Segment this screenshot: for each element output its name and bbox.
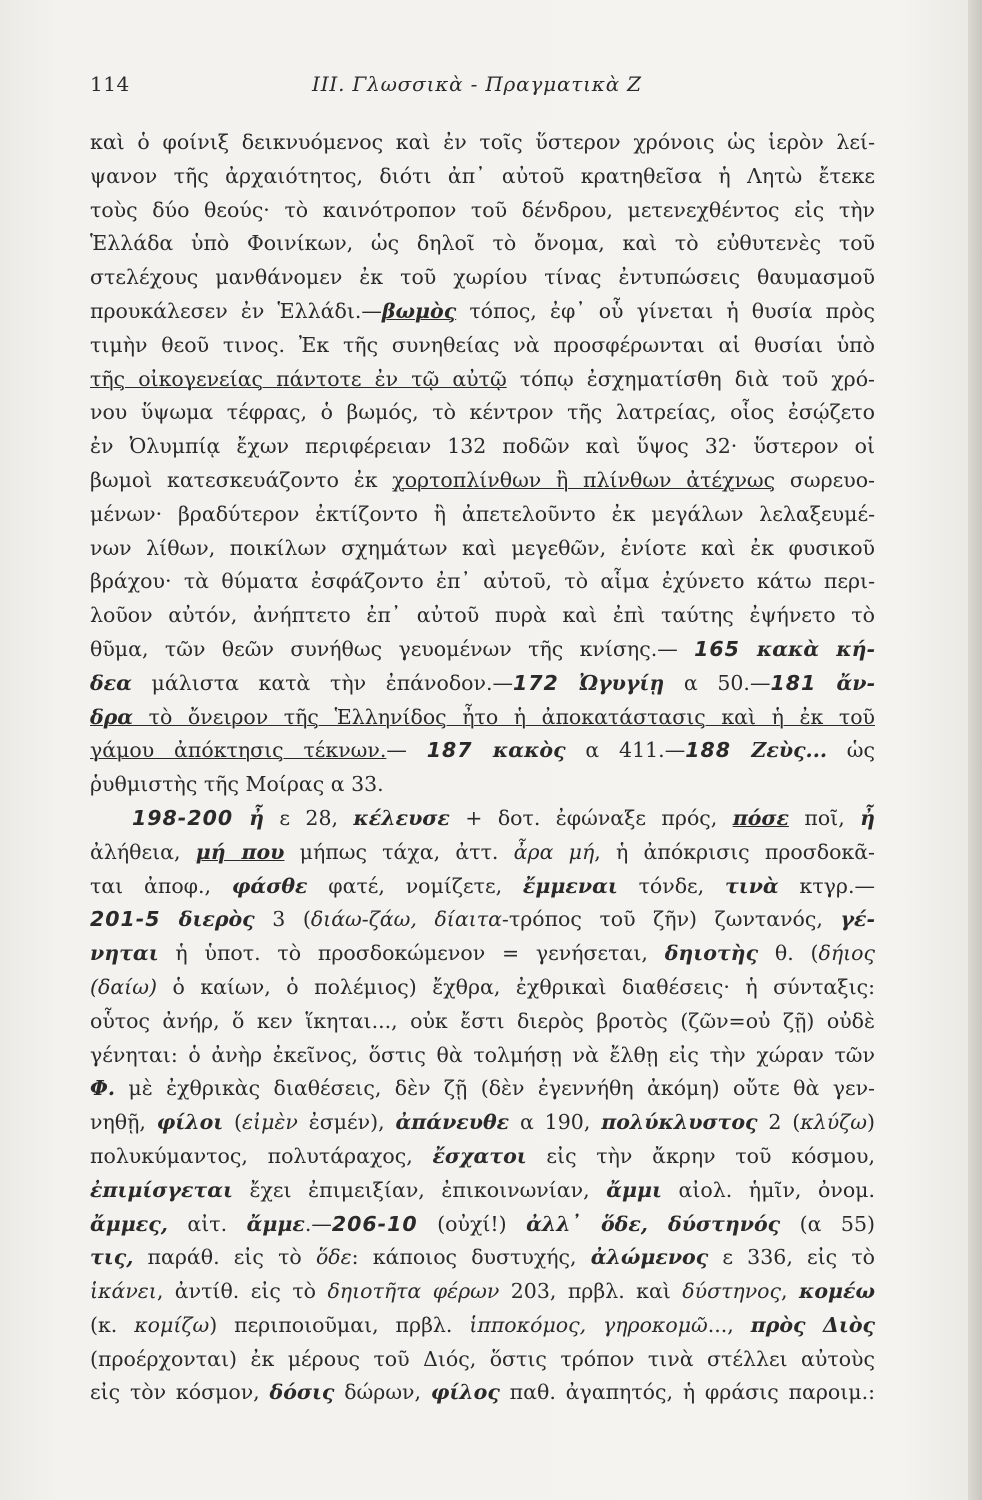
text-segment: μένων· βραδύτερον ἐκτίζοντο ἢ ἀπετελοῦντο ἐκ μεγάλων λελαξευμέ- [90,501,875,526]
text-line [90,701,875,735]
text-line [90,329,875,363]
text-segment: τὸ ὄνειρον τῆς Ἑλληνίδος ἦτο ἡ ἀποκατάστασις καὶ ἡ ἐκ τοῦ [133,704,875,729]
text-line [90,802,875,836]
lemma: ἦ [233,805,265,830]
lemma: δρα [90,704,134,729]
text-segment: νων λίθων, ποικίλων σχημάτων καὶ μεγεθῶν, ἐνίοτε καὶ ἐκ φυσικοῦ [90,535,875,560]
lemma: ἀλώμενος [590,1245,709,1270]
text-segment: τῆς οἰκογενείας πάντοτε ἐν τῷ αὐτῷ [90,366,507,391]
text-segment: τόνδε, [617,873,725,898]
page-edge [968,0,982,1500]
text-line [90,194,875,228]
text-segment: στελέχους μανθάνομεν ἐκ τοῦ χωρίου τίνας ἐντυπώσεις θαυμασμοῦ [90,265,875,290]
text-segment: παράθ. εἰς τὸ [133,1245,316,1270]
text-segment: σωρευο- [775,467,875,492]
text-line [90,1072,875,1106]
text-segment: ..., [707,1312,751,1337]
text-segment: ἔχει ἐπιμειξίαν, ἐπικοινωνίαν, [232,1177,607,1202]
page-number: 114 [90,72,130,96]
text-segment: α 411.— [565,738,686,763]
text-segment: α 190, [509,1110,602,1135]
lemma: ἐπιμίσγεται [90,1177,233,1202]
text-segment: κλύζω [800,1110,868,1135]
text-line [90,1208,875,1242]
text-segment: λοῦον αὐτόν, ἀνήπτετο ἐπ᾿ αὐτοῦ πυρὰ καὶ ἐπὶ ταύτης ἐψήνετο τὸ [90,603,875,628]
text-segment: αἰτ. [167,1211,247,1236]
lemma: ἦ [860,805,875,830]
text-segment: δώρων, [334,1380,431,1405]
text-segment: (α 55) [780,1211,875,1236]
text-line [90,1140,875,1174]
text-segment: ἐσμέν), [297,1110,396,1135]
lemma: Φ. [90,1076,115,1101]
text-line [90,768,875,802]
text-line [90,227,875,261]
text-segment: τόπος, ἐφ᾿ οὗ γίνεται ἡ θυσία πρὸς [456,298,875,323]
text-line [90,870,875,904]
text-segment: πολυκύμαντος, πολυτάραχος, [90,1143,433,1168]
verse-reference: 206-10 [331,1211,418,1236]
text-segment: τιμὴν θεοῦ τινος. Ἐκ τῆς συνηθείας νὰ προσφέρωνται αἱ θυσίαι ὑπὸ [90,332,875,357]
text-segment: προυκάλεσεν ἐν Ἑλλάδι.— [90,298,382,323]
verse-reference: 165 [694,636,740,661]
text-line [90,396,875,430]
text-line [90,1005,875,1039]
text-segment: τοὺς δύο θεούς· τὸ καινότροπον τοῦ δένδρου, μετενεχθέντος εἰς τὴν [90,197,875,222]
text-segment: , ἀντίθ. εἰς τὸ [156,1279,328,1304]
text-line [90,295,875,329]
text-segment: ἡ ὑποτ. τὸ προσδοκώμενον = γενήσεται, [158,941,665,966]
verse-reference: 198-200 [132,805,234,830]
text-segment: — [386,738,427,763]
text-segment: ψανον τῆς ἀρχαιότητος, διότι ἀπ᾿ αὐτοῦ κρατηθεῖσα ἡ Λητὼ ἔτεκε [90,163,875,188]
text-segment: .— [304,1211,332,1236]
lemma: πόσε [732,805,789,830]
lemma: νηται [90,941,159,966]
text-segment: μὲ ἐχθρικὰς διαθέσεις, δὲν ζῇ (δὲν ἐγεννήθη ἀκόμη) οὔτε θὰ γεν- [115,1076,875,1101]
text-segment: κομίζω [134,1312,210,1337]
text-segment: ται ἀποφ., [90,873,232,898]
text-segment: + δοτ. ἐφώναξε πρός, [449,805,733,830]
text-segment: ῥυθμιστὴς τῆς Μοίρας α 33. [90,772,384,797]
lemma: δόσις [269,1380,335,1405]
text-segment: δηιοτῆτα φέρων [327,1279,500,1304]
lemma: πολύκλυστος [601,1110,758,1135]
lemma: ἔμμεναι [522,873,618,898]
lemma: ἄμμες, [90,1211,168,1236]
text-line [90,667,875,701]
text-line [90,1376,875,1410]
lemma: ἄν- [816,670,875,695]
text-segment: ἱκάνει [90,1279,157,1304]
text-segment: (προέρχονται) ἐκ μέρους τοῦ Διός, ὅστις τρόπον τινὰ στέλλει αὐτοὺς [90,1346,875,1371]
lemma: τινὰ [725,873,779,898]
text-segment: καὶ ὁ φοίνιξ δεικνυόμενος καὶ ἐν τοῖς ὕστερον χρόνοις ὡς ἱερὸν λεί- [90,130,875,154]
verse-reference: 187 [426,738,473,763]
lemma: κακὸς [472,738,566,763]
lemma: δηιοτὴς [664,941,759,966]
text-segment: αἰολ. ἡμῖν, ὀνομ. [661,1177,875,1202]
page-header [90,72,870,104]
lemma: βωμὸς [381,298,457,323]
lemma: μή που [195,839,285,864]
text-segment: τόπῳ ἐσχηματίσθη διὰ τοῦ χρό- [506,366,875,391]
text-segment: 2 ( [757,1110,801,1135]
text-segment: 203, πρβλ. καὶ [499,1279,683,1304]
verse-reference: 188 [685,738,731,763]
text-line [90,1343,875,1377]
text-segment: δύστηνος [682,1279,782,1304]
text-segment: ὅδε [315,1245,352,1270]
text-segment: α 50.— [664,670,771,695]
text-line [90,903,875,937]
lemma: τις, [90,1245,134,1270]
text-segment: βωμοὶ κατεσκευάζοντο ἐκ [90,467,393,492]
verse-reference: 181 [770,670,817,695]
lemma: Ὠγυγίῃ [558,670,665,695]
text-segment: θ. ( [758,941,819,966]
text-line [90,126,875,160]
text-line [90,363,875,397]
text-line [90,498,875,532]
text-segment: οὗτος ἀνήρ, ὅ κεν ἵκηται..., οὐκ ἔστι διερὸς βροτὸς (ζῶν=οὐ ζῇ) οὐδὲ [90,1008,875,1033]
lemma: ἔσχατοι [432,1143,527,1168]
text-segment: διάω-ζάω, δίαιτα [310,907,502,932]
lemma: ἀλλ᾿ ὅδε, δύστηνός [526,1211,781,1236]
text-segment: Ἑλλάδα ὑπὸ Φοινίκων, ὡς δηλοῖ τὸ ὄνομα, καὶ τὸ εὐθυτενὲς τοῦ [90,231,875,256]
text-line [90,1039,875,1073]
text-line [90,430,875,464]
text-segment: εἰς τὸν κόσμον, [90,1380,270,1405]
text-segment: παθ. ἀγαπητός, ἡ φράσις παροιμ.: [499,1380,875,1405]
text-segment: ἐν Ὀλυμπίᾳ ἔχων περιφέρειαν 132 ποδῶν καὶ ὕψος 32· ὕστερον οἱ [90,434,875,459]
text-line [90,633,875,667]
text-segment: χορτοπλίνθων ἢ πλίνθων ἀτέχνως [392,467,776,492]
commentary-text [90,126,875,1410]
text-line [90,160,875,194]
text-segment: νου ὕψωμα τέφρας, ὁ βωμός, τὸ κέντρον τῆς λατρείας, οἷος ἐσῴζετο [90,400,875,425]
text-line [90,1275,875,1309]
text-segment: -τρόπος τοῦ ζῆν) ζωντανός, [501,907,841,932]
text-segment: , ἡ ἀπόκρισις προσδοκᾶ- [594,839,875,864]
text-segment: ε 28, [264,805,354,830]
text-line [90,1106,875,1140]
text-line [90,1174,875,1208]
text-line [90,1309,875,1343]
text-line [90,1241,875,1275]
lemma: δεα [90,670,132,695]
text-line [90,532,875,566]
text-segment: (οὐχί!) [417,1211,527,1236]
text-line [90,836,875,870]
text-segment: κτγρ.— [778,873,875,898]
text-segment: ἱπποκόμος, γηροκομῶ [469,1312,708,1337]
text-line [90,565,875,599]
running-head: ΙΙΙ. Γλωσσικὰ - Πραγματικὰ Ζ [312,72,642,96]
text-segment: γάμου ἀπόκτησις τέκνων. [90,738,387,763]
text-segment: ) [867,1110,875,1135]
text-line [90,937,875,971]
text-segment: ποῖ, [788,805,861,830]
text-segment: φατέ, νομίζετε, [307,873,523,898]
verse-reference: 172 [513,670,559,695]
text-segment: βράχου· τὰ θύματα ἐσφάζοντο ἐπ᾿ αὐτοῦ, τὸ αἷμα ἐχύνετο κάτω περι- [90,569,875,594]
lemma: ἄμμι [606,1177,662,1202]
text-segment: νηθῇ, [90,1110,157,1135]
text-line [90,734,875,768]
lemma: φίλοι [156,1110,224,1135]
lemma: φίλος [430,1380,500,1405]
text-line [90,971,875,1005]
text-segment: ἀλήθεια, [90,839,196,864]
text-segment: , [781,1279,799,1304]
text-line [90,599,875,633]
text-segment: ε 336, εἰς τὸ [708,1245,875,1270]
lemma: γέ- [840,907,875,932]
text-segment: ὁ καίων, ὁ πολέμιος) ἔχθρα, ἐχθρικαὶ διαθέσεις· ἡ σύνταξις: [156,974,875,999]
lemma: ἄμμε [246,1211,305,1236]
lemma: κακὰ κή- [739,636,875,661]
lemma: Ζεὺς... [731,738,827,763]
text-segment: ἆρα μή [513,839,595,864]
text-segment: ὡς [826,738,875,763]
text-segment: : κάποιος δυστυχής, [351,1245,591,1270]
lemma: ἀπάνευθε [395,1110,510,1135]
text-segment: εἰς τὴν ἄκρην τοῦ κόσμου, [526,1143,875,1168]
verse-reference: 201-5 [90,907,161,932]
text-segment: γένηται: ὁ ἀνὴρ ἐκεῖνος, ὅστις θὰ τολμήσῃ νὰ ἔλθῃ εἰς τὴν χώραν τῶν [90,1042,875,1067]
lemma: κομέω [798,1279,875,1304]
text-line [90,464,875,498]
text-segment: ( [223,1110,243,1135]
text-segment: ) περιποιοῦμαι, πρβλ. [209,1312,470,1337]
text-segment: (δαίω) [90,974,157,999]
text-segment: (κ. [90,1312,135,1337]
text-segment: θῦμα, τῶν θεῶν συνήθως γευομένων τῆς κνίσης.— [90,636,695,661]
lemma: κέλευσε [353,805,450,830]
text-segment: μήπως τάχα, ἀττ. [284,839,514,864]
lemma: πρὸς Διὸς [750,1312,875,1337]
text-segment: 3 ( [254,907,311,932]
lemma: φάσθε [231,873,308,898]
text-segment: μάλιστα κατὰ τὴν ἐπάνοδον.— [131,670,513,695]
text-line [90,261,875,295]
lemma: διερὸς [160,907,255,932]
text-segment: δήιος [818,941,875,966]
text-segment: εἰμὲν [242,1110,298,1135]
